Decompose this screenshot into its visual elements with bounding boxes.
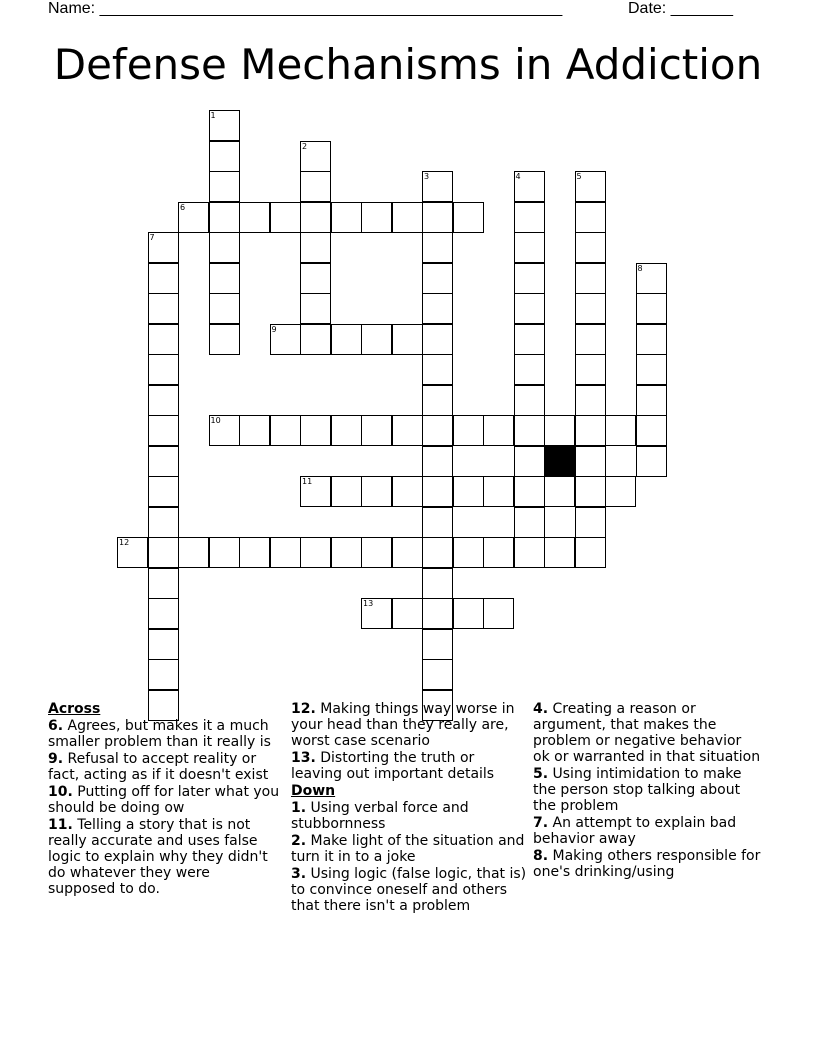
grid-cell[interactable] <box>148 324 179 355</box>
grid-cell[interactable] <box>148 476 179 507</box>
grid-cell[interactable] <box>392 476 423 507</box>
date-field[interactable]: Date: _______ <box>628 0 733 17</box>
grid-cell[interactable] <box>575 415 606 446</box>
cell-number: 10 <box>210 416 221 425</box>
grid-cell[interactable] <box>361 324 392 355</box>
grid-cell[interactable] <box>270 324 301 355</box>
grid-cell[interactable] <box>544 537 575 568</box>
grid-cell[interactable] <box>300 171 331 202</box>
grid-cell[interactable] <box>544 415 575 446</box>
grid-cell[interactable] <box>331 202 362 233</box>
grid-cell[interactable] <box>483 415 514 446</box>
grid-cell[interactable] <box>148 659 179 690</box>
grid-cell[interactable] <box>270 202 301 233</box>
grid-cell[interactable] <box>483 537 514 568</box>
grid-cell[interactable] <box>148 263 179 294</box>
clue-down-3: 3. Using logic (false logic, that is) to convince oneself and others that there isn't a problem <box>291 866 527 914</box>
name-field[interactable]: Name: ____________________________________________________ <box>48 0 563 17</box>
grid-cell[interactable] <box>331 415 362 446</box>
grid-cell[interactable] <box>575 537 606 568</box>
grid-cell[interactable] <box>422 568 453 599</box>
grid-cell[interactable] <box>392 537 423 568</box>
grid-cell[interactable] <box>422 537 453 568</box>
grid-cell[interactable] <box>636 263 667 294</box>
clue-across-9: 9. Refusal to accept reality or fact, acting as if it doesn't exist <box>48 751 269 783</box>
grid-cell[interactable] <box>605 476 636 507</box>
grid-cell[interactable] <box>209 141 240 172</box>
grid-cell[interactable] <box>514 263 545 294</box>
grid-cell[interactable] <box>422 629 453 660</box>
clue-down-7: 7. An attempt to explain bad behavior away <box>533 815 737 847</box>
grid-cell[interactable] <box>239 537 270 568</box>
cell-number: 12 <box>119 538 130 547</box>
clue-across-12: 12. Making things way worse in your head than they really are, worst case scenario <box>291 701 515 749</box>
grid-cell[interactable] <box>361 202 392 233</box>
grid-cell[interactable] <box>300 415 331 446</box>
grid-cell[interactable] <box>209 537 240 568</box>
grid-cell[interactable] <box>636 446 667 477</box>
grid-cell[interactable] <box>148 354 179 385</box>
grid-cell[interactable] <box>514 537 545 568</box>
grid-cell[interactable] <box>514 476 545 507</box>
clue-down-5: 5. Using intimidation to make the person stop talking about the problem <box>533 766 742 814</box>
clue-across-10: 10. Putting off for later what you should be doing ow <box>48 784 280 816</box>
grid-cell[interactable] <box>239 415 270 446</box>
grid-cell[interactable] <box>422 385 453 416</box>
grid-cell[interactable] <box>148 385 179 416</box>
grid-cell[interactable] <box>575 263 606 294</box>
grid-cell[interactable] <box>300 202 331 233</box>
grid-cell[interactable] <box>453 537 484 568</box>
grid-cell[interactable] <box>575 232 606 263</box>
grid-cell[interactable] <box>575 385 606 416</box>
grid-cell[interactable] <box>422 446 453 477</box>
grid-cell[interactable] <box>270 415 301 446</box>
grid-cell[interactable] <box>392 202 423 233</box>
grid-cell[interactable] <box>483 598 514 629</box>
grid-cell[interactable] <box>544 476 575 507</box>
grid-cell[interactable] <box>300 263 331 294</box>
grid-cell[interactable] <box>361 598 392 629</box>
grid-cell[interactable] <box>514 171 545 202</box>
grid-cell[interactable] <box>514 446 545 477</box>
grid-cell[interactable] <box>148 629 179 660</box>
grid-cell[interactable] <box>270 537 301 568</box>
grid-cell[interactable] <box>636 293 667 324</box>
grid-cell[interactable] <box>209 415 240 446</box>
grid-cell[interactable] <box>300 324 331 355</box>
grid-cell[interactable] <box>300 141 331 172</box>
clue-across-11: 11. Telling a story that is not really accurate and uses false logic to explain why they didn't do whatever they were supposed to do. <box>48 817 268 897</box>
cell-number: 4 <box>515 172 521 181</box>
grid-cell[interactable] <box>514 293 545 324</box>
page-title: Defense Mechanisms in Addiction <box>53 40 763 89</box>
grid-cell[interactable] <box>178 202 209 233</box>
grid-cell[interactable] <box>392 598 423 629</box>
grid-cell[interactable] <box>117 537 148 568</box>
grid-cell[interactable] <box>422 507 453 538</box>
grid-cell[interactable] <box>605 415 636 446</box>
clues-column-1 <box>48 701 280 898</box>
grid-cell[interactable] <box>514 507 545 538</box>
grid-cell[interactable] <box>422 324 453 355</box>
grid-cell[interactable] <box>575 507 606 538</box>
grid-cell[interactable] <box>422 415 453 446</box>
grid-cell[interactable] <box>331 537 362 568</box>
clue-down-4: 4. Creating a reason or argument, that makes the problem or negative behavior ok or warranted in that situation <box>533 701 761 765</box>
cell-number: 3 <box>424 172 430 181</box>
grid-cell[interactable] <box>453 202 484 233</box>
grid-cell[interactable] <box>514 354 545 385</box>
grid-cell[interactable] <box>422 171 453 202</box>
grid-cell[interactable] <box>331 476 362 507</box>
grid-cell[interactable] <box>422 598 453 629</box>
cell-number: 2 <box>302 141 308 151</box>
grid-cell[interactable] <box>300 476 331 507</box>
cell-number: 13 <box>363 599 374 608</box>
grid-cell[interactable] <box>331 324 362 355</box>
grid-cell[interactable] <box>392 324 423 355</box>
cell-number: 1 <box>210 111 216 120</box>
grid-cell[interactable] <box>575 354 606 385</box>
grid-cell[interactable] <box>514 415 545 446</box>
grid-cell[interactable] <box>422 659 453 690</box>
grid-cell[interactable] <box>422 354 453 385</box>
grid-cell[interactable] <box>148 537 179 568</box>
grid-cell[interactable] <box>422 263 453 294</box>
cell-number: 5 <box>576 172 582 181</box>
grid-cell[interactable] <box>392 415 423 446</box>
grid-cell[interactable] <box>575 324 606 355</box>
down-heading: Down <box>291 783 336 799</box>
grid-cell[interactable] <box>148 568 179 599</box>
grid-cell[interactable] <box>300 232 331 263</box>
grid-cell[interactable] <box>239 202 270 233</box>
grid-cell[interactable] <box>575 446 606 477</box>
grid-cell[interactable] <box>209 324 240 355</box>
grid-cell[interactable] <box>422 202 453 233</box>
grid-cell[interactable] <box>636 415 667 446</box>
grid-cell[interactable] <box>575 293 606 324</box>
cell-number: 7 <box>149 233 155 242</box>
clue-across-13: 13. Distorting the truth or leaving out important details <box>291 750 495 782</box>
grid-cell[interactable] <box>514 232 545 263</box>
grid-cell[interactable] <box>575 476 606 507</box>
grid-cell[interactable] <box>148 507 179 538</box>
grid-cell[interactable] <box>636 354 667 385</box>
clues-column-2 <box>291 701 527 915</box>
grid-cell[interactable] <box>361 415 392 446</box>
grid-cell[interactable] <box>209 263 240 294</box>
grid-cell[interactable] <box>178 537 209 568</box>
clue-across-6: 6. Agrees, but makes it a much smaller problem than it really is <box>48 718 271 750</box>
grid-cell[interactable] <box>209 202 240 233</box>
clue-down-8: 8. Making others responsible for one's drinking/using <box>533 848 761 880</box>
grid-cell[interactable] <box>514 385 545 416</box>
grid-cell[interactable] <box>575 202 606 233</box>
grid-cell[interactable] <box>148 446 179 477</box>
grid-cell[interactable] <box>148 293 179 324</box>
grid-cell[interactable] <box>209 232 240 263</box>
grid-cell[interactable] <box>575 171 606 202</box>
grid-cell[interactable] <box>636 324 667 355</box>
across-heading: Across <box>48 701 101 717</box>
grid-cell[interactable] <box>422 476 453 507</box>
blocked-cell <box>544 446 575 477</box>
grid-cell[interactable] <box>453 598 484 629</box>
cell-number: 11 <box>302 477 313 486</box>
grid-cell[interactable] <box>361 537 392 568</box>
grid-cell[interactable] <box>422 232 453 263</box>
grid-cell[interactable] <box>209 110 240 141</box>
grid-cell[interactable] <box>453 476 484 507</box>
clue-down-1: 1. Using verbal force and stubbornness <box>291 800 469 832</box>
grid-cell[interactable] <box>148 415 179 446</box>
grid-cell[interactable] <box>453 415 484 446</box>
grid-cell[interactable] <box>148 232 179 263</box>
grid-cell[interactable] <box>209 171 240 202</box>
cell-number: 9 <box>271 324 277 334</box>
grid-cell[interactable] <box>514 202 545 233</box>
grid-cell[interactable] <box>148 598 179 629</box>
grid-cell[interactable] <box>361 476 392 507</box>
grid-cell[interactable] <box>636 385 667 416</box>
grid-cell[interactable] <box>300 293 331 324</box>
grid-cell[interactable] <box>483 476 514 507</box>
cell-number: 8 <box>637 263 643 273</box>
grid-cell[interactable] <box>300 537 331 568</box>
clue-down-2: 2. Make light of the situation and turn it in to a joke <box>291 833 525 865</box>
cell-number: 6 <box>180 202 186 212</box>
grid-cell[interactable] <box>422 293 453 324</box>
grid-cell[interactable] <box>514 324 545 355</box>
grid-cell[interactable] <box>209 293 240 324</box>
clues-column-3 <box>533 701 761 881</box>
